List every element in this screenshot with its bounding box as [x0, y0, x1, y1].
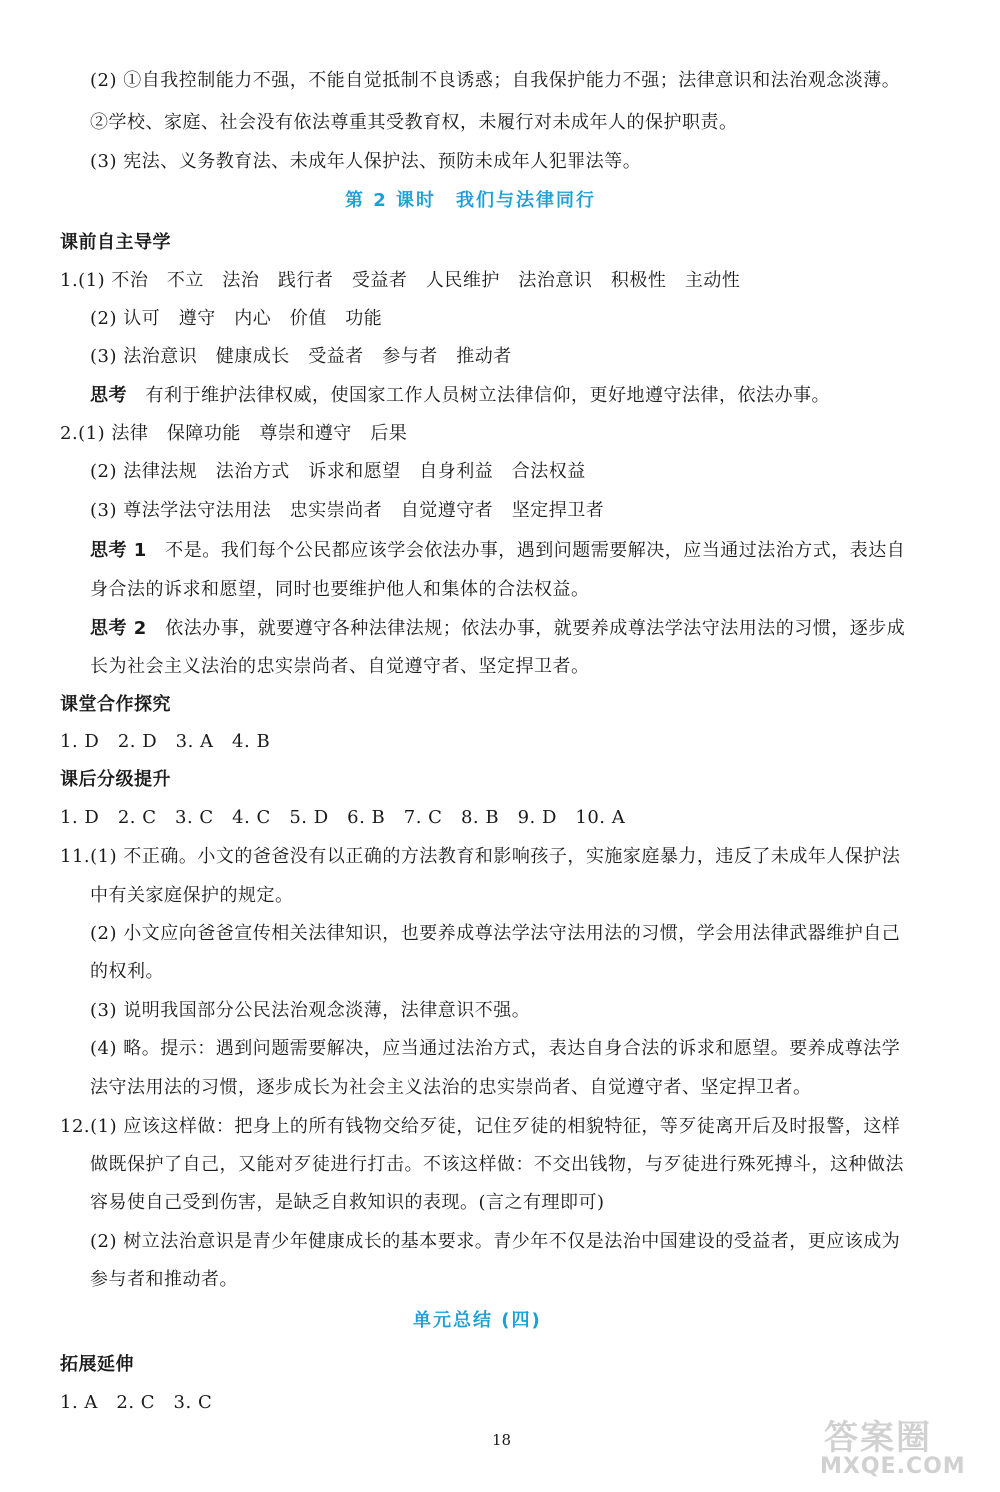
answer-line: 容易使自己受到伤害，是缺乏自救知识的表现。(言之有理即可): [90, 1192, 605, 1213]
answer-line: (2) 认可 遵守 内心 价值 功能: [90, 308, 383, 329]
think-label: 思考 1: [90, 540, 147, 561]
answer-line: (2) ①自我控制能力不强，不能自觉抵制不良诱惑；自我保护能力不强；法律意识和法治观念淡薄。: [90, 70, 901, 91]
answer-line: 11.(1) 不正确。小文的爸爸没有以正确的方法教育和影响孩子，实施家庭暴力，违反了未成年人保护法: [60, 846, 901, 867]
lesson-title: 第 2 课时 我们与法律同行: [345, 190, 597, 211]
answer-line: (2) 小文应向爸爸宣传相关法律知识，也要养成尊法学法守法用法的习惯，学会用法律武器维护自己: [90, 923, 901, 944]
page-number: 18: [492, 1431, 512, 1449]
think-line: [90, 381, 830, 407]
answer-line: 1. A 2. C 3. C: [60, 1392, 213, 1413]
answer-line: (2) 树立法治意识是青少年健康成长的基本要求。青少年不仅是法治中国建设的受益者，更应该成为: [90, 1231, 901, 1252]
unit-title: 单元总结 (四): [413, 1310, 542, 1331]
answer-line: 12.(1) 应该这样做：把身上的所有钱物交给歹徒，记住歹徒的相貌特征，等歹徒离开后及时报警，这样: [60, 1116, 901, 1137]
think-line: [90, 536, 905, 562]
think-line: [90, 614, 905, 640]
answer-line: 做既保护了自己，又能对歹徒进行打击。不该这样做：不交出钱物，与歹徒进行殊死搏斗，这种做法: [90, 1154, 904, 1175]
answer-line: (2) 法律法规 法治方式 诉求和愿望 自身利益 合法权益: [90, 461, 586, 482]
answer-line: 长为社会主义法治的忠实崇尚者、自觉遵守者、坚定捍卫者。: [90, 656, 590, 677]
answer-line: 参与者和推动者。: [90, 1269, 238, 1290]
answer-line: 的权利。: [90, 961, 164, 982]
section-heading: 课后分级提升: [60, 769, 171, 790]
section-heading: 拓展延伸: [60, 1354, 134, 1375]
answer-line: 1.(1) 不治 不立 法治 践行者 受益者 人民维护 法治意识 积极性 主动性: [60, 270, 741, 291]
answer-line: (3) 尊法学法守法用法 忠实崇尚者 自觉遵守者 坚定捍卫者: [90, 500, 605, 521]
think-label: 思考: [90, 385, 127, 406]
watermark: [818, 1410, 988, 1488]
answer-line: (4) 略。提示：遇到问题需要解决，应当通过法治方式，表达自身合法的诉求和愿望。要养成尊法学: [90, 1038, 901, 1059]
think-text: 依法办事，就要遵守各种法律法规；依法办事，就要养成尊法学法守法用法的习惯，逐步成: [165, 618, 906, 639]
answer-line: 1. D 2. D 3. A 4. B: [60, 731, 271, 752]
think-label: 思考 2: [90, 618, 147, 639]
answer-line: (3) 宪法、义务教育法、未成年人保护法、预防未成年人犯罪法等。: [90, 151, 642, 172]
answer-line: (3) 法治意识 健康成长 受益者 参与者 推动者: [90, 346, 512, 367]
watermark-logo: 答案圈: [824, 1418, 932, 1458]
section-heading: 课前自主导学: [60, 232, 171, 253]
watermark-url: MXQE.COM: [820, 1454, 966, 1479]
answer-line: 中有关家庭保护的规定。: [90, 885, 294, 906]
answer-line: (3) 说明我国部分公民法治观念淡薄，法律意识不强。: [90, 1000, 531, 1021]
answer-line: 法守法用法的习惯，逐步成长为社会主义法治的忠实崇尚者、自觉遵守者、坚定捍卫者。: [90, 1077, 812, 1098]
think-text: 不是。我们每个公民都应该学会依法办事，遇到问题需要解决，应当通过法治方式，表达自: [165, 540, 906, 561]
answer-line: 1. D 2. C 3. C 4. C 5. D 6. B 7. C 8. B 9. D 10. A: [60, 807, 626, 828]
section-heading: 课堂合作探究: [60, 694, 171, 715]
answer-line: 身合法的诉求和愿望，同时也要维护他人和集体的合法权益。: [90, 579, 590, 600]
think-text: 有利于维护法律权威，使国家工作人员树立法律信仰，更好地遵守法律，依法办事。: [145, 385, 830, 406]
answer-line: 2.(1) 法律 保障功能 尊崇和遵守 后果: [60, 423, 408, 444]
answer-line: ②学校、家庭、社会没有依法尊重其受教育权，未履行对未成年人的保护职责。: [90, 112, 738, 133]
